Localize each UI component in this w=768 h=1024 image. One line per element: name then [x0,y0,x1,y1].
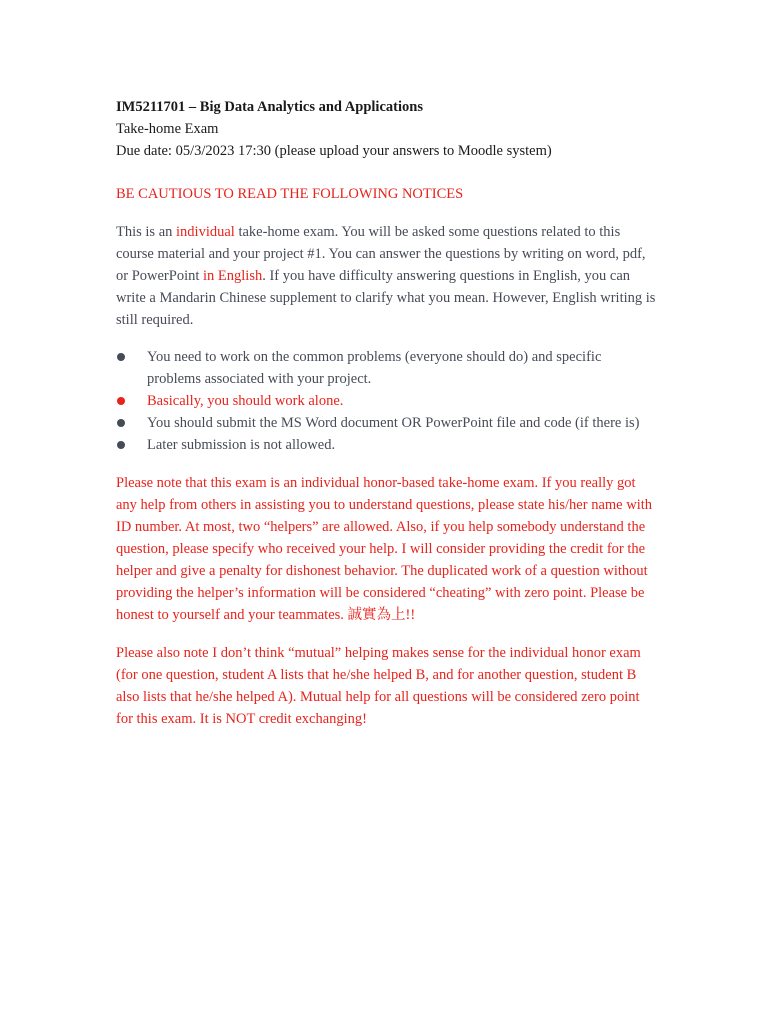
requirement-item [116,434,656,456]
requirements-list [116,346,656,456]
honor-policy-paragraph: Please note that this exam is an individual honor-based take-home exam. If you really got any help from others in assisting you to understand questions, please state his/her name with ID number. At most, two “helpers” are allowed. Also, if you help somebody understand the question, please specify who received your help. I will consider providing the credit for the helper and give a penalty for dishonest behavior. The duplicated work of a question without providing the helper’s information will be considered “cheating” with zero point. Please be honest to yourself and your teammates. 誠實為上!! [116,475,652,623]
due-date: Due date: 05/3/2023 17:30 (please upload your answers to Moodle system) [116,143,552,159]
intro-text-3: . If you have difficulty answering questions in English, you can write a Mandarin Chinese supplement to clarify what you mean. However, English writing is still required. [116,268,656,328]
intro-paragraph [116,221,656,331]
intro-highlight-individual: individual [176,224,235,240]
course-title: IM5211701 – Big Data Analytics and Applications [116,99,423,115]
requirement-item [116,412,656,434]
requirement-item [116,390,656,412]
document-page [116,96,656,730]
bullet-dot-icon [117,397,125,405]
requirement-text: You need to work on the common problems (everyone should do) and specific problems associated with your project. [147,349,602,387]
requirement-text: Later submission is not allowed. [147,437,336,453]
notice-heading: BE CAUTIOUS TO READ THE FOLLOWING NOTICES [116,186,464,202]
requirement-text: Basically, you should work alone. [147,393,344,409]
exam-type: Take-home Exam [116,121,219,137]
requirement-item [116,346,656,390]
intro-text-2: take-home exam. You will be asked some questions related to this course material and your project #1. You can answer the questions by writing on word, pdf, or PowerPoint [116,224,646,284]
bullet-dot-icon [117,419,125,427]
mutual-help-paragraph: Please also note I don’t think “mutual” helping makes sense for the individual honor exam (for one question, student A lists that he/she helped B, and for another question, student B also lists that he/she helped A). Mutual help for all questions will be considered zero point for this exam. It is NOT credit exchanging! [116,645,641,727]
intro-highlight-in-english: in English [203,268,263,284]
bullet-dot-icon [117,353,125,361]
intro-text-1: This is an [116,224,177,240]
requirement-text: You should submit the MS Word document OR PowerPoint file and code (if there is) [147,415,640,431]
bullet-dot-icon [117,441,125,449]
